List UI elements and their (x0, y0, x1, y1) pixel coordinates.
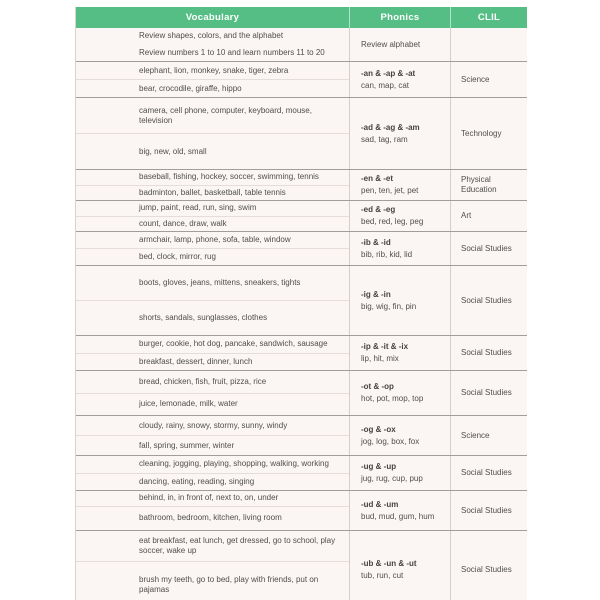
phonics-pattern: -ud & -um (361, 499, 399, 509)
clil-cell (450, 336, 527, 370)
vocabulary-text: Review shapes, colors, and the alphabet (139, 31, 284, 41)
phonics-pattern: -ad & -ag & -am (361, 122, 420, 132)
vocabulary-cell (76, 416, 349, 455)
vocabulary-subrow (76, 28, 349, 45)
vocabulary-subrow (76, 266, 349, 300)
clil-subject: Social Studies (461, 388, 512, 397)
vocabulary-text: bed, clock, mirror, rug (139, 252, 216, 261)
unit-row (76, 415, 527, 455)
clil-cell (450, 491, 527, 530)
vocabulary-text: Review numbers 1 to 10 and learn numbers 11 to 20 (139, 47, 325, 57)
vocabulary-text: bear, crocodile, giraffe, hippo (139, 83, 242, 93)
unit-row (76, 370, 527, 415)
vocabulary-cell (76, 232, 349, 265)
vocabulary-subrow (76, 531, 349, 561)
vocabulary-text: fall, spring, summer, winter (139, 440, 235, 450)
phonics-examples: jug, rug, cup, pup (361, 474, 423, 483)
phonics-cell (349, 371, 450, 415)
unit-row (76, 455, 527, 490)
phonics-cell (349, 336, 450, 370)
phonics-cell (349, 531, 450, 600)
vocabulary-subrow (76, 506, 349, 530)
clil-cell (450, 266, 527, 335)
vocabulary-subrow (76, 45, 349, 62)
clil-subject: Technology (461, 128, 502, 138)
vocabulary-subrow (76, 393, 349, 416)
vocabulary-subrow (76, 201, 349, 216)
clil-cell (450, 170, 527, 200)
vocabulary-subrow (76, 561, 349, 600)
phonics-examples: bed, red, leg, peg (361, 217, 424, 226)
phonics-pattern: -ub & -un & -ut (361, 558, 417, 568)
vocabulary-text: elephant, lion, monkey, snake, tiger, zebra (139, 65, 289, 75)
clil-cell (450, 62, 527, 97)
column-header-vocabulary: Vocabulary (185, 12, 240, 23)
phonics-pattern: -ig & -in (361, 289, 391, 299)
phonics-examples: Review alphabet (361, 39, 421, 49)
vocabulary-text: badminton, ballet, basketball, table tennis (139, 187, 286, 197)
vocabulary-subrow (76, 456, 349, 473)
vocabulary-cell (76, 491, 349, 530)
vocabulary-text: camera, cell phone, computer, keyboard, mouse, television (139, 105, 312, 125)
clil-subject: Art (461, 211, 472, 220)
unit-row (76, 97, 527, 169)
phonics-examples: big, wig, fin, pin (361, 301, 417, 311)
vocabulary-text: baseball, fishing, hockey, soccer, swimming, tennis (139, 172, 319, 182)
vocabulary-text: cleaning, jogging, playing, shopping, walking, working (139, 459, 329, 469)
phonics-examples: can, map, cat (361, 80, 410, 90)
vocabulary-text: big, new, old, small (139, 146, 207, 156)
clil-subject: Social Studies (461, 243, 512, 253)
phonics-examples: pen, ten, jet, pet (361, 186, 419, 195)
vocabulary-subrow (76, 170, 349, 185)
phonics-cell (349, 28, 450, 61)
clil-cell (450, 371, 527, 415)
column-header-phonics: Phonics (349, 7, 450, 28)
vocabulary-subrow (76, 353, 349, 371)
phonics-examples: jog, log, box, fox (361, 436, 420, 446)
vocabulary-text: bathroom, bedroom, kitchen, living room (139, 513, 282, 523)
vocabulary-text: armchair, lamp, phone, sofa, table, window (139, 235, 291, 244)
vocabulary-text: dancing, eating, reading, singing (139, 476, 255, 486)
phonics-examples: sad, tag, ram (361, 134, 408, 144)
phonics-cell (349, 232, 450, 265)
phonics-cell (349, 98, 450, 169)
phonics-pattern: -ip & -it & -ix (361, 342, 409, 351)
vocabulary-cell (76, 266, 349, 335)
clil-cell (450, 531, 527, 600)
phonics-pattern: -ug & -up (361, 462, 397, 471)
clil-subject: Social Studies (461, 295, 512, 305)
table-header-row (76, 7, 527, 28)
phonics-cell (349, 416, 450, 455)
clil-cell (450, 98, 527, 169)
vocabulary-text: cloudy, rainy, snowy, stormy, sunny, windy (139, 420, 288, 430)
clil-subject: Physical Education (461, 175, 497, 194)
unit-row (76, 200, 527, 231)
vocabulary-subrow (76, 371, 349, 393)
clil-subject: Social Studies (461, 564, 512, 574)
vocabulary-subrow (76, 248, 349, 265)
vocabulary-text: boots, gloves, jeans, mittens, sneakers, tights (139, 278, 301, 287)
phonics-cell (349, 201, 450, 231)
clil-subject: Social Studies (461, 468, 512, 477)
phonics-pattern: -ib & -id (361, 237, 391, 247)
vocabulary-cell (76, 170, 349, 200)
vocabulary-text: burger, cookie, hot dog, pancake, sandwich, sausage (139, 339, 328, 349)
scope-sequence-table (75, 7, 527, 600)
clil-cell (450, 28, 527, 61)
vocabulary-cell (76, 456, 349, 490)
vocabulary-cell (76, 371, 349, 415)
phonics-examples: bud, mud, gum, hum (361, 511, 435, 521)
phonics-examples: tub, run, cut (361, 570, 404, 580)
vocabulary-subrow (76, 79, 349, 97)
vocabulary-subrow (76, 473, 349, 491)
vocabulary-subrow (76, 216, 349, 232)
phonics-pattern: -ed & -eg (361, 205, 396, 214)
vocabulary-subrow (76, 491, 349, 506)
vocabulary-text: bread, chicken, fish, fruit, pizza, rice (139, 376, 267, 386)
vocabulary-cell (76, 98, 349, 169)
vocabulary-text: count, dance, draw, walk (139, 218, 227, 228)
vocabulary-subrow (76, 232, 349, 248)
vocabulary-text: brush my teeth, go to bed, play with friends, put on pajamas (139, 574, 319, 594)
vocabulary-text: juice, lemonade, milk, water (139, 399, 238, 409)
phonics-pattern: -og & -ox (361, 424, 396, 434)
phonics-cell (349, 62, 450, 97)
phonics-cell (349, 456, 450, 490)
clil-subject: Science (461, 430, 490, 440)
phonics-pattern: -ot & -op (361, 382, 394, 391)
vocabulary-text: eat breakfast, eat lunch, get dressed, go to school, play soccer, wake up (139, 535, 336, 555)
table-body (76, 28, 527, 600)
vocabulary-cell (76, 336, 349, 370)
unit-row (76, 335, 527, 370)
column-header-clil: CLIL (450, 7, 527, 28)
phonics-examples: lip, hit, mix (361, 354, 399, 363)
vocabulary-subrow (76, 133, 349, 169)
clil-cell (450, 232, 527, 265)
unit-row (76, 169, 527, 200)
phonics-pattern: -en & -et (361, 174, 393, 183)
vocabulary-subrow (76, 300, 349, 335)
vocabulary-cell (76, 62, 349, 97)
vocabulary-subrow (76, 336, 349, 353)
phonics-examples: bib, rib, kid, lid (361, 249, 413, 259)
unit-row (76, 530, 527, 600)
vocabulary-text: behind, in, in front of, next to, on, under (139, 493, 279, 503)
vocabulary-subrow (76, 185, 349, 201)
clil-cell (450, 416, 527, 455)
phonics-cell (349, 491, 450, 530)
unit-row (76, 490, 527, 530)
unit-row (76, 231, 527, 265)
unit-row (76, 61, 527, 97)
clil-cell (450, 456, 527, 490)
vocabulary-text: jump, paint, read, run, sing, swim (139, 203, 257, 213)
unit-row (76, 265, 527, 335)
vocabulary-subrow (76, 98, 349, 133)
clil-subject: Social Studies (461, 348, 512, 357)
vocabulary-text: breakfast, dessert, dinner, lunch (139, 356, 253, 366)
phonics-pattern: -an & -ap & -at (361, 68, 416, 78)
vocabulary-cell (76, 201, 349, 231)
clil-subject: Social Studies (461, 505, 512, 515)
unit-row (76, 28, 527, 61)
vocabulary-subrow (76, 416, 349, 435)
clil-subject: Science (461, 74, 490, 84)
phonics-examples: hot, pot, mop, top (361, 394, 424, 403)
phonics-cell (349, 266, 450, 335)
vocabulary-cell (76, 28, 349, 61)
clil-cell (450, 201, 527, 231)
vocabulary-text: shorts, sandals, sunglasses, clothes (139, 313, 268, 322)
vocabulary-cell (76, 531, 349, 600)
vocabulary-subrow (76, 62, 349, 79)
phonics-cell (349, 170, 450, 200)
vocabulary-subrow (76, 435, 349, 455)
